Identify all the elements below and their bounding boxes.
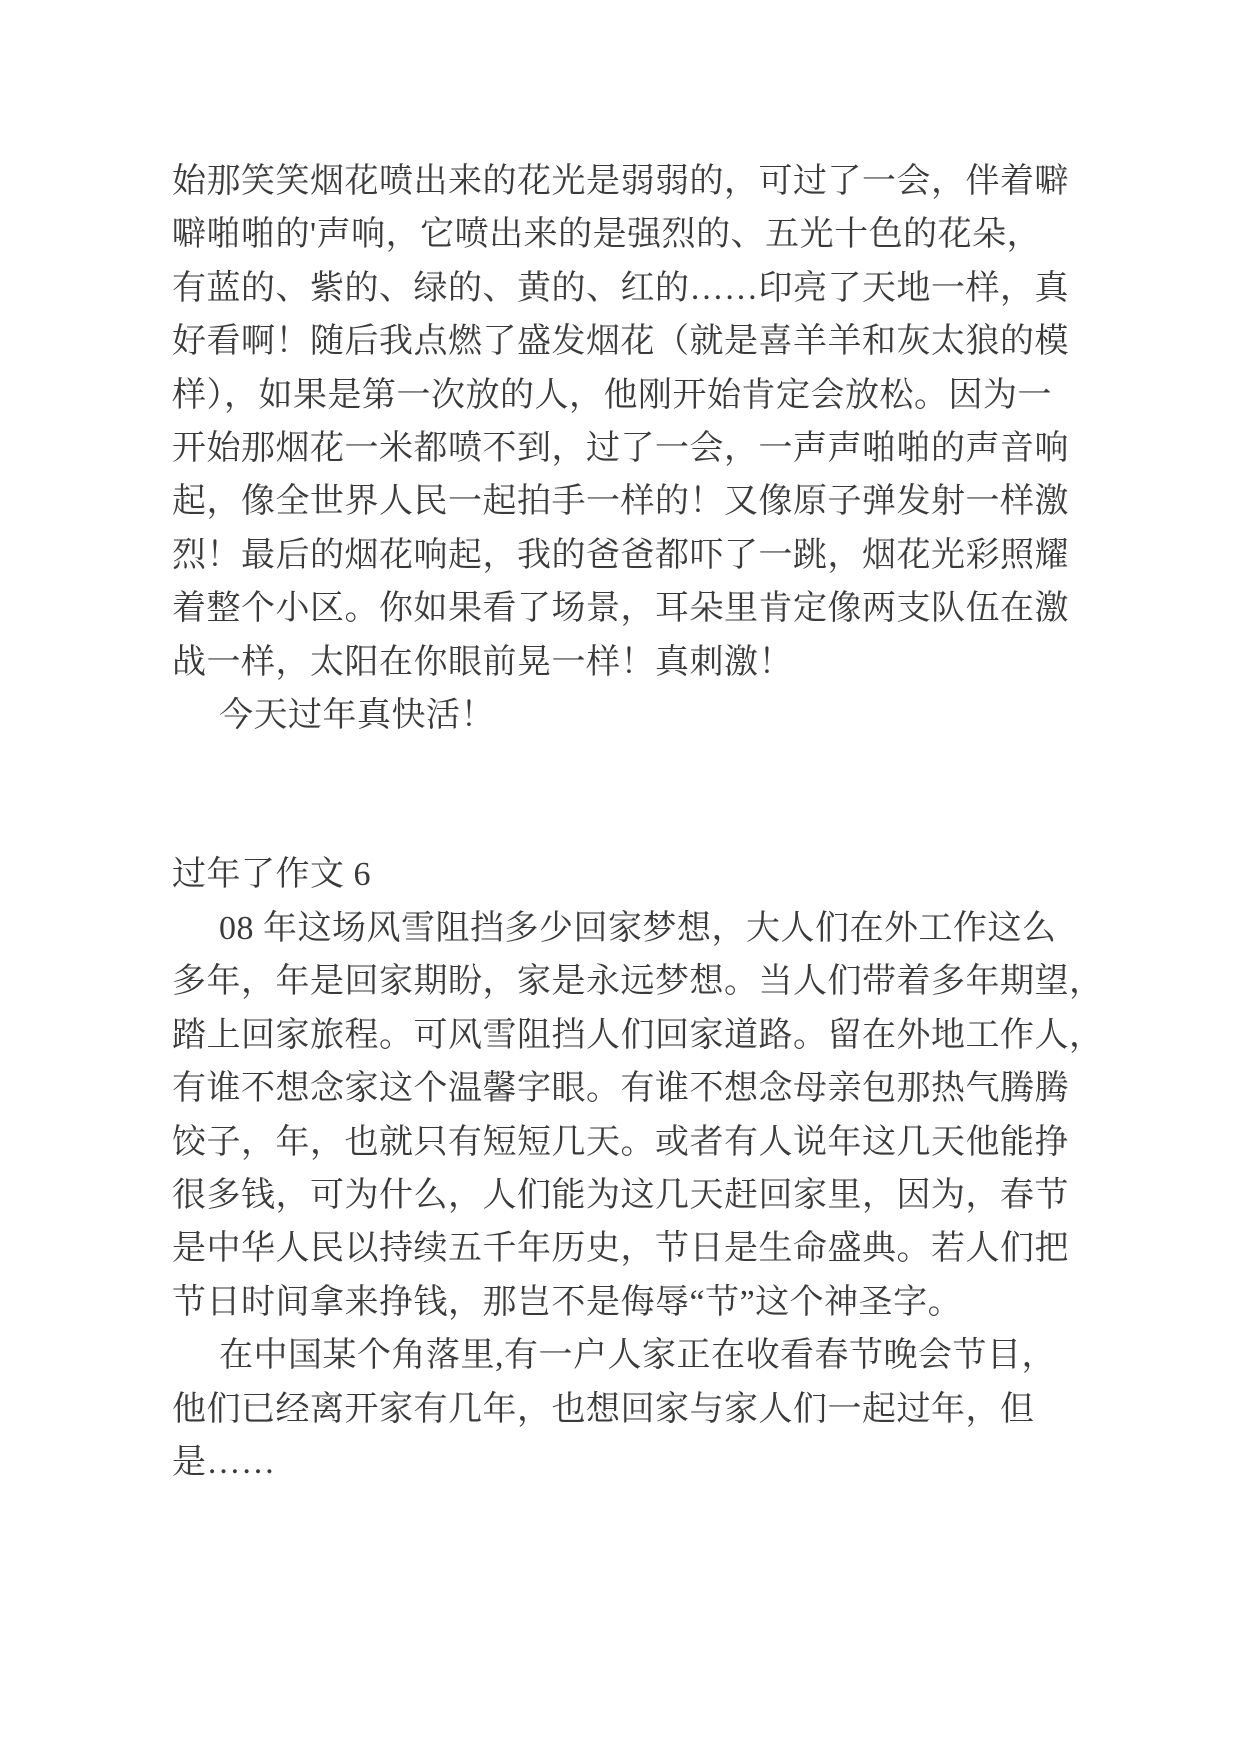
section-gap [172,742,1071,848]
text-line: 有蓝的、紫的、绿的、黄的、红的……印亮了天地一样，真 [172,269,1069,307]
text-line: 在中国某个角落里,有一户人家正在收看春节晚会节目， [219,1337,1056,1375]
text-line: 烈！最后的烟花响起，我的爸爸都吓了一跳，烟花光彩照耀 [172,536,1069,574]
text-line: 很多钱，可为什么，人们能为这几天赶回家里，因为，春节 [172,1176,1069,1214]
text-line: 今天过年真快活！ [219,697,495,735]
text-line: 踏上回家旅程。可风雪阻挡人们回家道路。留在外地工作人， [172,1016,1104,1054]
text-line: 着整个小区。你如果看了场景，耳朵里肯定像两支队伍在激 [172,590,1069,628]
section-heading: 过年了作文 6 [172,856,371,894]
text-line: 样），如果是第一次放的人，他刚开始肯定会放松。因为一 [172,376,1052,414]
text-line: 好看啊！随后我点燃了盛发烟花（就是喜羊羊和灰太狼的模 [172,323,1069,361]
text-line: 有谁不想念家这个温馨字眼。有谁不想念母亲包那热气腾腾 [172,1070,1069,1108]
text-line: 始那笑笑烟花喷出来的花光是弱弱的，可过了一会，伴着噼 [172,163,1069,200]
text-line: 他们已经离开家有几年，也想回家与家人们一起过年，但 [172,1390,1035,1428]
text-line: 开始那烟花一米都喷不到，过了一会，一声声啪啪的声音响 [172,430,1069,468]
text-line: 是中华人民以持续五千年历史，节日是生命盛典。若人们把 [172,1230,1069,1268]
text-line: 多年，年是回家期盼，家是永远梦想。当人们带着多年期望， [172,963,1104,1001]
document-body [172,155,1104,1489]
text-line: 噼啪啪的'声响，它喷出来的是强烈的、五光十色的花朵， [172,216,1042,254]
text-line: 饺子，年，也就只有短短几天。或者有人说年这几天他能挣 [172,1123,1069,1161]
text-line: 起，像全世界人民一起拍手一样的！又像原子弹发射一样激 [172,483,1069,521]
text-line: 是…… [172,1443,276,1481]
text-line: 08 年这场风雪阻挡多少回家梦想，大人们在外工作这么 [219,909,1057,947]
text-line: 节日时间拿来挣钱，那岂不是侮辱“节”这个神圣字。 [172,1283,963,1321]
text-line: 战一样，太阳在你眼前晃一样！真刺激！ [172,643,793,681]
